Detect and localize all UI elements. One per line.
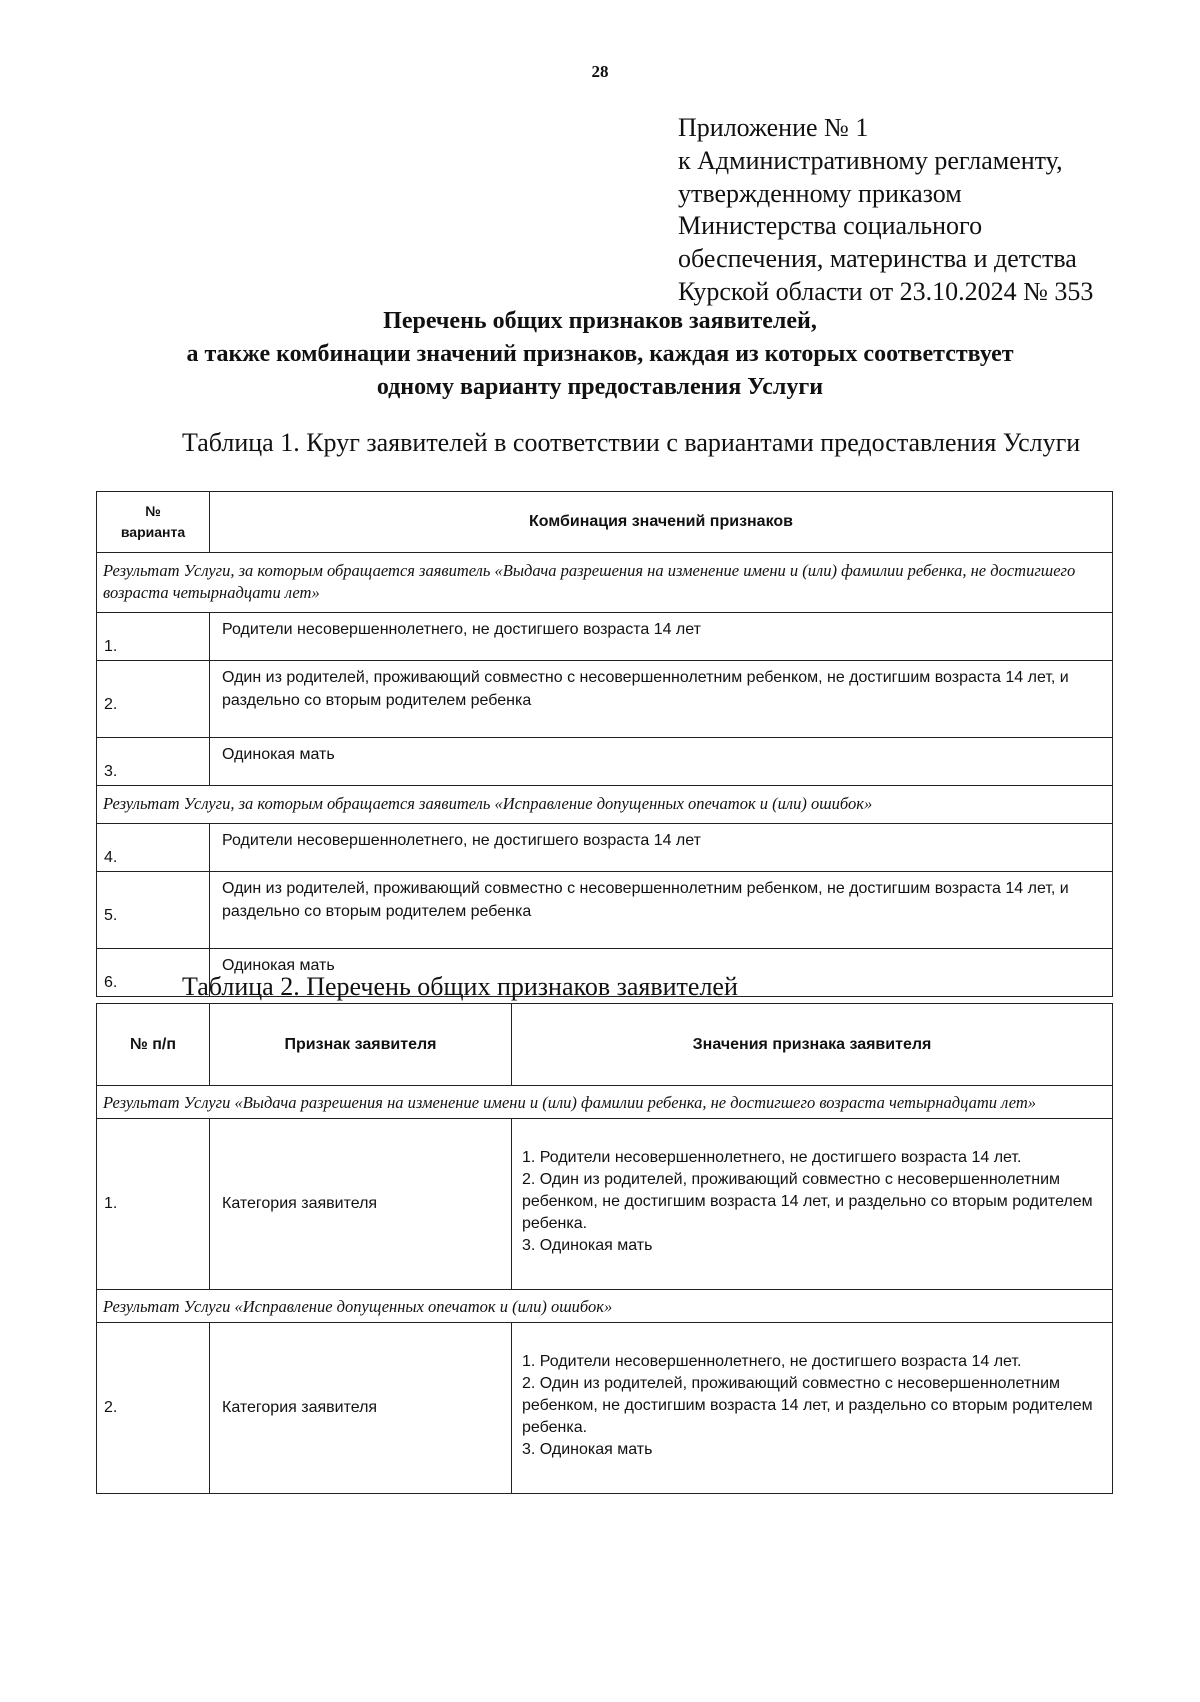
attribute-value-item: 2. Один из родителей, проживающий совместно с несовершеннолетним ребенком, не достигшим возраста 14 лет, и раздельно со вторым родителем ребенка. — [522, 1171, 1093, 1232]
table-header-row — [97, 492, 1113, 553]
title-line: а также комбинации значений признаков, каждая из которых соответствует — [186, 341, 1014, 367]
group-label: Результат Услуги «Исправление допущенных опечаток и (или) ошибок» — [97, 1290, 1113, 1323]
row-number: 2. — [97, 1323, 210, 1494]
variant-combination: Один из родителей, проживающий совместно с несовершеннолетним ребенком, не достигшим возраста 14 лет, и раздельно со вторым родителем ребенка — [210, 872, 1113, 949]
variant-number: 4. — [97, 824, 210, 872]
group-row — [97, 1290, 1113, 1323]
variant-combination: Одинокая мать — [210, 738, 1113, 786]
group-row — [97, 786, 1113, 824]
appendix-line: к Административному регламенту, — [678, 145, 1063, 175]
header-attribute: Признак заявителя — [210, 1004, 512, 1086]
attribute-value-item: 2. Один из родителей, проживающий совместно с несовершеннолетним ребенком, не достигшим возраста 14 лет, и раздельно со вторым родителем ребенка. — [522, 1375, 1093, 1436]
table2-caption: Таблица 2. Перечень общих признаков заявителей — [182, 972, 738, 1001]
table-row — [97, 1323, 1113, 1494]
group-label: Результат Услуги, за которым обращается заявитель «Исправление допущенных опечаток и (или) ошибок» — [97, 786, 1113, 824]
group-row — [97, 553, 1113, 613]
page-number: 28 — [591, 62, 609, 81]
attribute-value-item: 1. Родители несовершеннолетнего, не достигшего возраста 14 лет. — [522, 1353, 1022, 1370]
variant-combination: Один из родителей, проживающий совместно с несовершеннолетним ребенком, не достигшим возраста 14 лет, и раздельно со вторым родителем ребенка — [210, 661, 1113, 738]
applicant-attributes-table — [96, 1003, 1113, 1494]
variant-combination: Одинокая мать — [210, 949, 1113, 997]
variant-number: 3. — [97, 738, 210, 786]
attribute-values — [512, 1119, 1113, 1290]
header-num-sign: № — [145, 503, 161, 519]
title-line: Перечень общих признаков заявителей, — [383, 308, 817, 334]
appendix-line: утвержденному приказом — [678, 178, 962, 208]
applicants-variants-table — [96, 491, 1113, 997]
table-row — [97, 661, 1113, 738]
header-values: Значения признака заявителя — [512, 1004, 1113, 1086]
group-label: Результат Услуги «Выдача разрешения на изменение имени и (или) фамилии ребенка, не достигшего возраста четырнадцати лет» — [97, 1086, 1113, 1119]
header-number: № п/п — [97, 1004, 210, 1086]
variant-combination: Родители несовершеннолетнего, не достигшего возраста 14 лет — [210, 824, 1113, 872]
table-row — [97, 824, 1113, 872]
document-title — [90, 305, 1110, 404]
row-number: 1. — [97, 1119, 210, 1290]
variant-number: 6. — [97, 949, 210, 997]
table-row — [97, 738, 1113, 786]
group-row — [97, 1086, 1113, 1119]
appendix-header — [678, 112, 1093, 309]
title-line: одному варианту предоставления Услуги — [376, 374, 824, 400]
appendix-line: Курской области от 23.10.2024 № 353 — [678, 276, 1094, 306]
appendix-line: обеспечения, материнства и детства — [678, 244, 1077, 274]
group-label: Результат Услуги, за которым обращается заявитель «Выдача разрешения на изменение имени и (или) фамилии ребенка, не достигшего возраста четырнадцати лет» — [97, 553, 1113, 613]
appendix-line: Министерства социального — [678, 211, 983, 241]
table-row — [97, 872, 1113, 949]
variant-number: 2. — [97, 661, 210, 738]
attribute-name: Категория заявителя — [210, 1323, 512, 1494]
header-combination: Комбинация значений признаков — [210, 492, 1113, 553]
table-header-row — [97, 1004, 1113, 1086]
table-row — [97, 1119, 1113, 1290]
variant-number: 1. — [97, 613, 210, 661]
header-variant-number — [97, 492, 210, 553]
variant-combination: Родители несовершеннолетнего, не достигшего возраста 14 лет — [210, 613, 1113, 661]
attribute-values — [512, 1323, 1113, 1494]
table-row — [97, 613, 1113, 661]
attribute-value-item: 1. Родители несовершеннолетнего, не достигшего возраста 14 лет. — [522, 1149, 1022, 1166]
attribute-value-item: 3. Одинокая мать — [522, 1441, 653, 1458]
attribute-value-item: 3. Одинокая мать — [522, 1237, 653, 1254]
appendix-line: Приложение № 1 — [678, 113, 869, 142]
variant-number: 5. — [97, 872, 210, 949]
table1-caption: Таблица 1. Круг заявителей в соответствии с вариантами предоставления Услуги — [182, 428, 1081, 457]
attribute-name: Категория заявителя — [210, 1119, 512, 1290]
header-variant-label: варианта — [120, 524, 186, 540]
